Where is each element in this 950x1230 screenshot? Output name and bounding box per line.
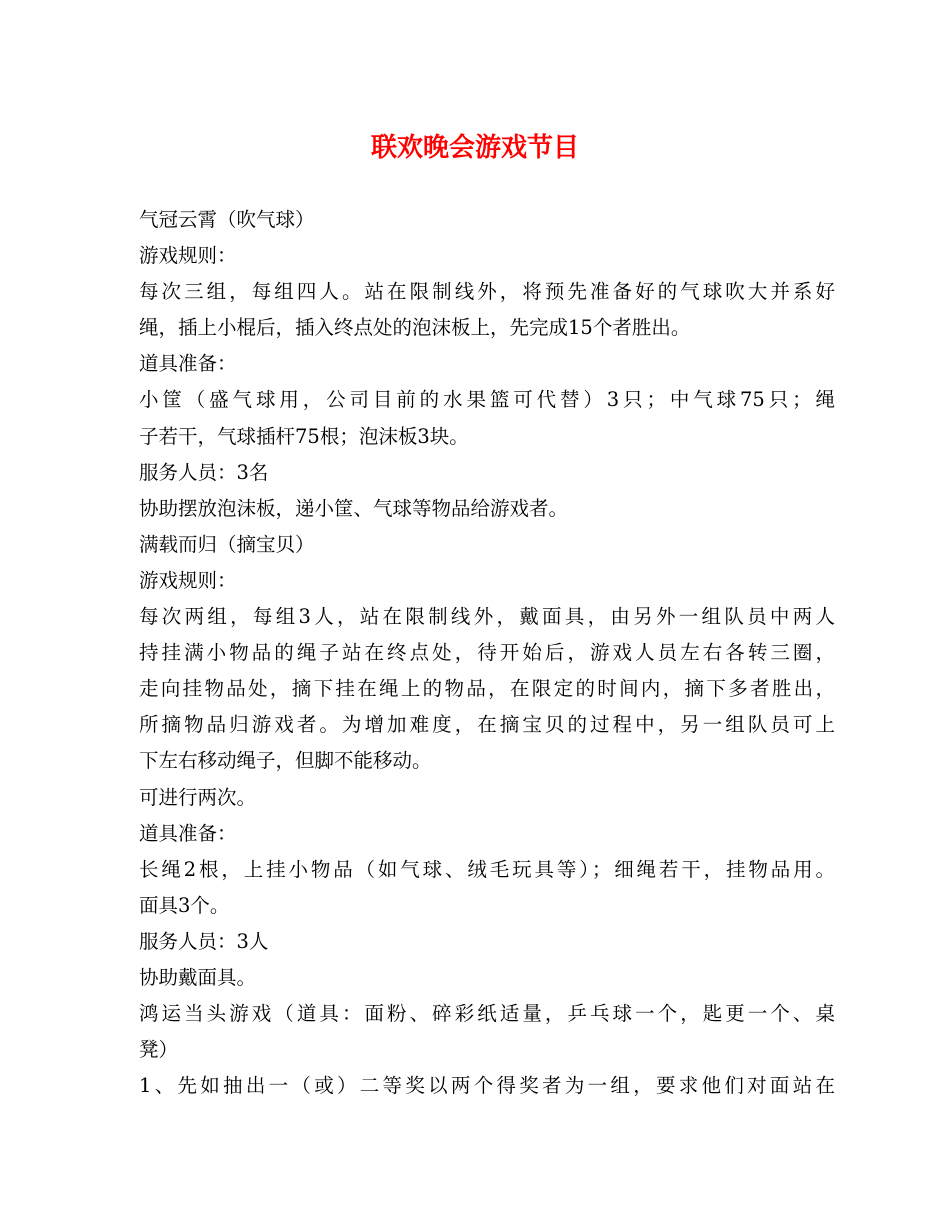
paragraph-line: 绳，插上小棍后，插入终点处的泡沫板上，先完成15个者胜出。 bbox=[139, 316, 691, 340]
staff-label: 服务人员：3人 bbox=[139, 929, 269, 953]
paragraph-line: 小筐（盛气球用，公司目前的水果篮可代替）3只；中气球75只；绳 bbox=[139, 388, 835, 412]
props-label: 道具准备： bbox=[139, 352, 237, 376]
paragraph-line: 可进行两次。 bbox=[139, 785, 257, 809]
paragraph-line: 子若干，气球插杆75根；泡沫板3块。 bbox=[139, 424, 469, 448]
section-heading-blow-balloon: 气冠云霄（吹气球） bbox=[139, 208, 315, 231]
paragraph-line: 1、先如抽出一（或）二等奖以两个得奖者为一组，要求他们对面站在 bbox=[139, 1074, 835, 1098]
section-heading-pick-treasure: 满载而归（摘宝贝） bbox=[139, 532, 315, 556]
paragraph-line: 持挂满小物品的绳子站在终点处，待开始后，游戏人员左右各转三圈， bbox=[139, 641, 835, 665]
paragraph-line: 长绳2根，上挂小物品（如气球、绒毛玩具等）；细绳若干，挂物品用。 bbox=[139, 857, 835, 881]
paragraph-line: 每次三组，每组四人。站在限制线外，将预先准备好的气球吹大并系好 bbox=[139, 280, 835, 304]
paragraph-line: 协助戴面具。 bbox=[139, 965, 257, 989]
paragraph-line: 所摘物品归游戏者。为增加难度，在摘宝贝的过程中，另一组队员可上 bbox=[139, 713, 835, 737]
section-heading-good-luck: 鸿运当头游戏（道具：面粉、碎彩纸适量，乒乓球一个，匙更一个、桌 bbox=[139, 1002, 835, 1026]
document-body bbox=[139, 202, 835, 1104]
rules-label: 游戏规则： bbox=[139, 244, 237, 268]
props-label: 道具准备： bbox=[139, 821, 237, 845]
staff-label: 服务人员：3名 bbox=[139, 460, 269, 484]
paragraph-line: 面具3个。 bbox=[139, 893, 230, 917]
paragraph-line: 协助摆放泡沫板，递小筐、气球等物品给游戏者。 bbox=[139, 496, 569, 520]
paragraph-line: 下左右移动绳子，但脚不能移动。 bbox=[139, 749, 432, 773]
paragraph-line: 凳） bbox=[139, 1038, 179, 1062]
document-title: 联欢晚会游戏节目 bbox=[370, 133, 579, 163]
paragraph-line: 每次两组，每组3人，站在限制线外，戴面具，由另外一组队员中两人 bbox=[139, 605, 835, 629]
rules-label: 游戏规则： bbox=[139, 568, 237, 592]
paragraph-line: 走向挂物品处，摘下挂在绳上的物品，在限定的时间内，摘下多者胜出， bbox=[139, 677, 835, 701]
